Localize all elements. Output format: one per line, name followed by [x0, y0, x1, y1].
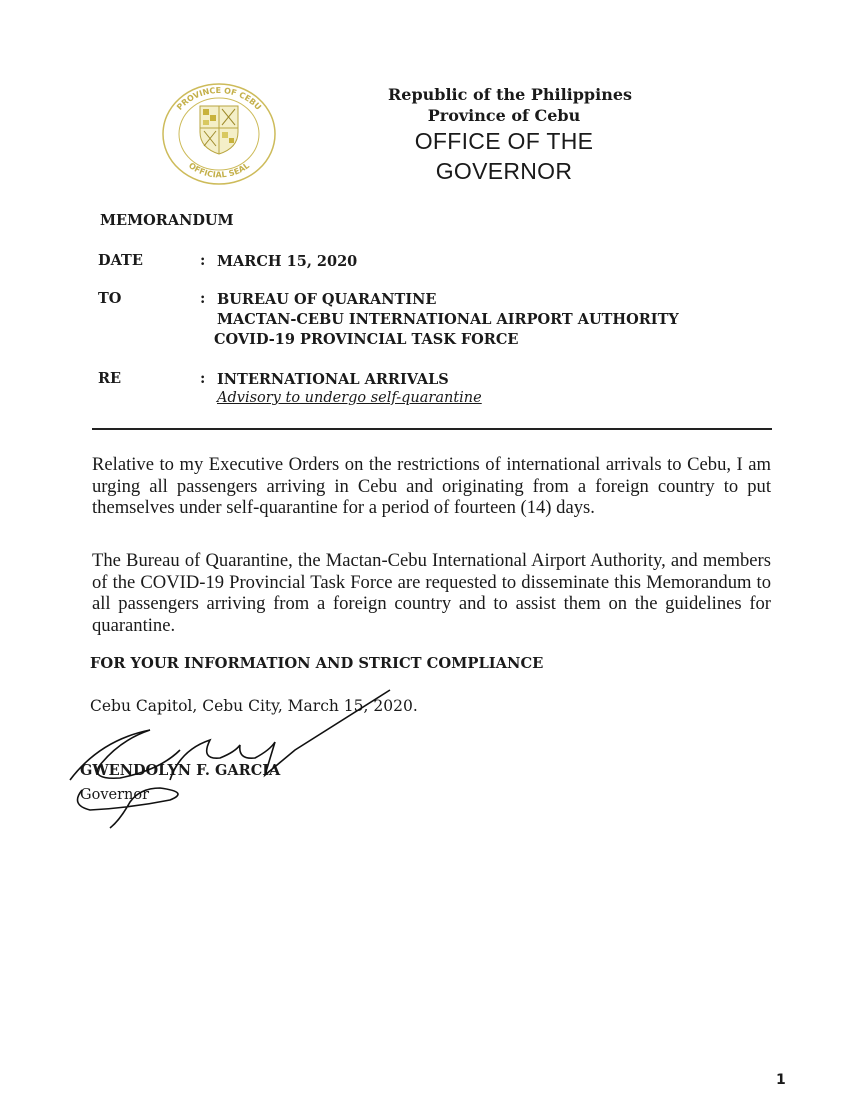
re-colon: : [200, 370, 206, 387]
letterhead-province: Province of Cebu [427, 106, 581, 125]
to-colon: : [200, 290, 206, 307]
re-value: INTERNATIONAL ARRIVALS [217, 371, 449, 388]
seal-top-text: PROVINCE OF CEBU [175, 85, 263, 112]
body-paragraph-2: The Bureau of Quarantine, the Mactan-Cebu International Airport Authority, and members of the COVID-19 Provincial Task Force are requested to disseminate this Memorandum to all passengers arriving from a foreign country and to assist them on the guidelines for quarantine. [92, 550, 771, 636]
place-date: Cebu Capitol, Cebu City, March 15, 2020. [90, 697, 418, 715]
to-label: TO [98, 290, 122, 307]
provincial-seal-icon [160, 82, 278, 186]
letterhead-republic: Republic of the Philippines [387, 85, 633, 104]
re-subtitle: Advisory to undergo self-quarantine [217, 390, 482, 406]
page-number: 1 [776, 1072, 786, 1088]
to-recipient: BUREAU OF QUARANTINE [217, 291, 437, 308]
signatory-name: GWENDOLYN F. GARCIA [80, 762, 281, 779]
header-divider [92, 428, 772, 430]
to-recipient: COVID-19 PROVINCIAL TASK FORCE [214, 331, 519, 348]
to-recipient: MACTAN-CEBU INTERNATIONAL AIRPORT AUTHORITY [217, 311, 679, 328]
signature-icon [60, 670, 420, 830]
compliance-line: FOR YOUR INFORMATION AND STRICT COMPLIANCE [90, 655, 544, 672]
memo-title: MEMORANDUM [100, 212, 234, 229]
seal-bottom-text: OFFICIAL SEAL [186, 160, 252, 180]
body-paragraph-1: Relative to my Executive Orders on the restrictions of international arrivals to Cebu, I am urging all passengers arriving in Cebu and originating from a foreign country to put themselves under self-quarantine for a period of fourteen (14) days. [92, 454, 771, 518]
date-colon: : [200, 252, 206, 269]
signatory-title: Governor [80, 787, 150, 803]
letterhead [300, 84, 660, 186]
date-value: MARCH 15, 2020 [217, 253, 358, 270]
date-label: DATE [98, 252, 143, 269]
re-label: RE [98, 370, 122, 387]
letterhead-office: OFFICE OF THE GOVERNOR [414, 128, 594, 184]
